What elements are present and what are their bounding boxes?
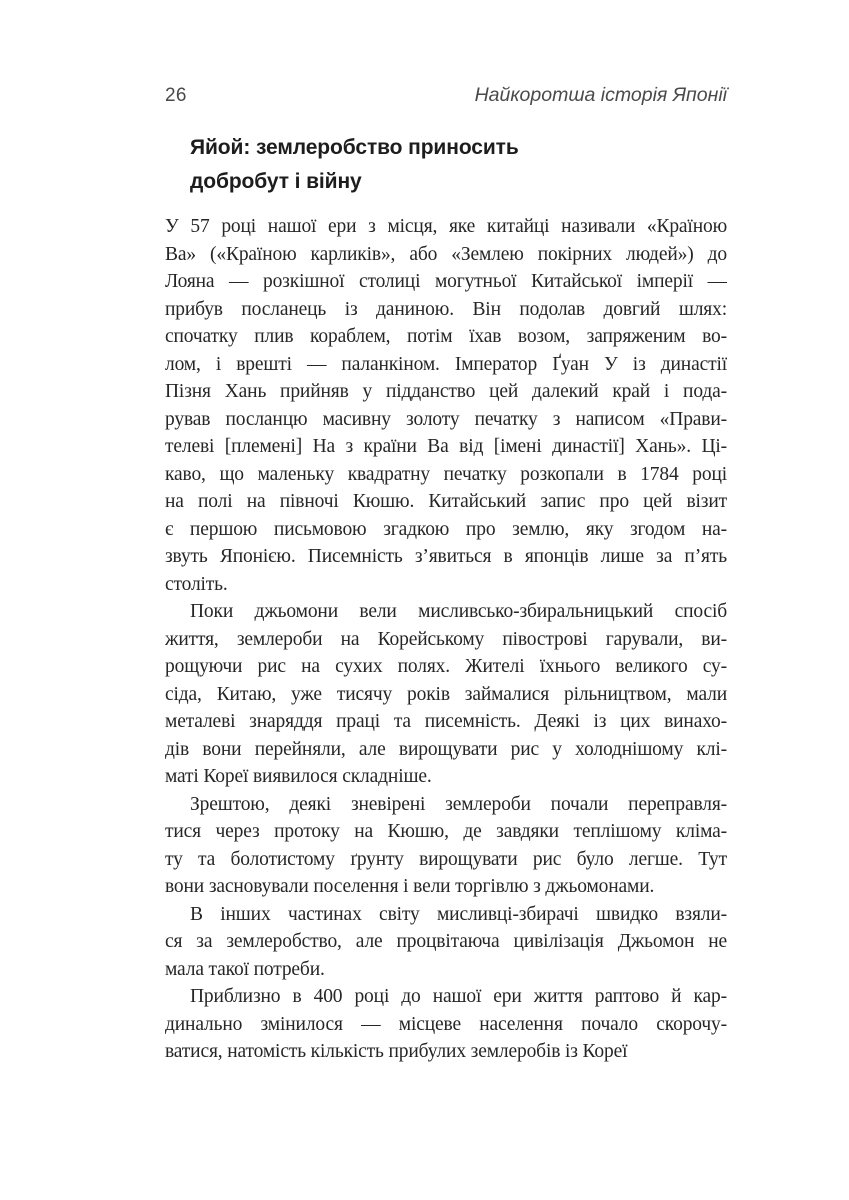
section-heading	[190, 131, 519, 198]
text-line: є першою письмовою згадкою про землю, яку згодом на-	[165, 518, 727, 540]
text-line: ту та болотистому ґрунту вирощувати рис було легше. Тут	[165, 848, 727, 870]
text-line: тися через протоку на Кюшю, де завдяки теплішому кліма-	[165, 821, 727, 842]
text-line: Пізня Хань прийняв у підданство цей далекий край і пода-	[165, 381, 727, 402]
text-line: Лояна — розкішної столиці могутньої Китайської імперії —	[165, 271, 727, 292]
text-line: ся за землеробство, але процвітаюча цивілізація Джьомон не	[165, 931, 727, 952]
text-line: дів вони перейняли, але вирощувати рис у холоднішому клі-	[165, 738, 727, 760]
text-line: рощуючи рис на сухих полях. Жителі їхнього великого су-	[165, 656, 727, 677]
text-line: ватися, натомість кількість прибулих землеробів із Кореї	[165, 1041, 628, 1062]
text-line: рував посланцю масивну золоту печатку з написом «Прави-	[165, 408, 727, 430]
text-line: сіда, Китаю, уже тисячу років займалися рільництвом, мали	[165, 683, 727, 705]
text-line: Приблизно в 400 році до нашої ери життя раптово й кар-	[190, 986, 727, 1007]
paragraph	[165, 598, 727, 791]
body-text	[165, 213, 727, 1066]
running-title: Найкоротша історія Японії	[474, 84, 727, 106]
text-line: В інших частинах світу мисливці-збирачі швидко взяли-	[190, 903, 727, 925]
text-line: життя, землероби на Корейському півострові гарували, ви-	[165, 628, 727, 650]
text-line: Поки джьомони вели мисливсько-збиральницький спосіб	[190, 601, 727, 622]
text-line: маті Кореї виявилося складніше.	[165, 766, 432, 787]
section-heading-line: добробут і війну	[190, 169, 362, 193]
text-line: Зрештою, деякі зневірені землероби почали переправля-	[190, 793, 727, 815]
text-line: прибув посланець із даниною. Він подолав довгий шлях:	[165, 298, 727, 320]
text-line: мала такої потреби.	[165, 958, 325, 980]
paragraph	[165, 901, 727, 984]
paragraph	[165, 983, 727, 1066]
text-line: вони засновували поселення і вели торгівлю з джьомонами.	[165, 876, 655, 897]
text-line: Ва» («Країною карликів», або «Землею покірних людей») до	[165, 243, 727, 265]
paragraph	[165, 791, 727, 901]
text-line: спочатку плив кораблем, потім їхав возом, запряженим во-	[165, 326, 727, 347]
text-line: на полі на півночі Кюшю. Китайський запис про цей візит	[165, 491, 727, 512]
page-number: 26	[165, 85, 187, 106]
text-line: лом, і врешті — паланкіном. Імператор Ґуан У із династії	[165, 353, 727, 375]
running-header	[165, 84, 727, 107]
text-line: телеві [племені] На з країни Ва від [імені династії] Хань». Ці-	[165, 436, 727, 457]
text-line: У 57 році нашої ери з місця, яке китайці називали «Країною	[165, 216, 727, 237]
text-line: століть.	[165, 573, 228, 595]
text-line: металеві знаряддя праці та писемність. Деякі із цих винахо-	[165, 711, 727, 732]
section-heading-line: Яйой: землеробство приносить	[190, 136, 519, 159]
paragraph	[165, 213, 727, 598]
text-line: звуть Японією. Писемність з’явиться в японців лише за п’ять	[165, 546, 727, 567]
text-line: каво, що маленьку квадратну печатку розкопали в 1784 році	[165, 463, 727, 485]
text-line: динально змінилося — місцеве населення почало скорочу-	[165, 1013, 727, 1035]
